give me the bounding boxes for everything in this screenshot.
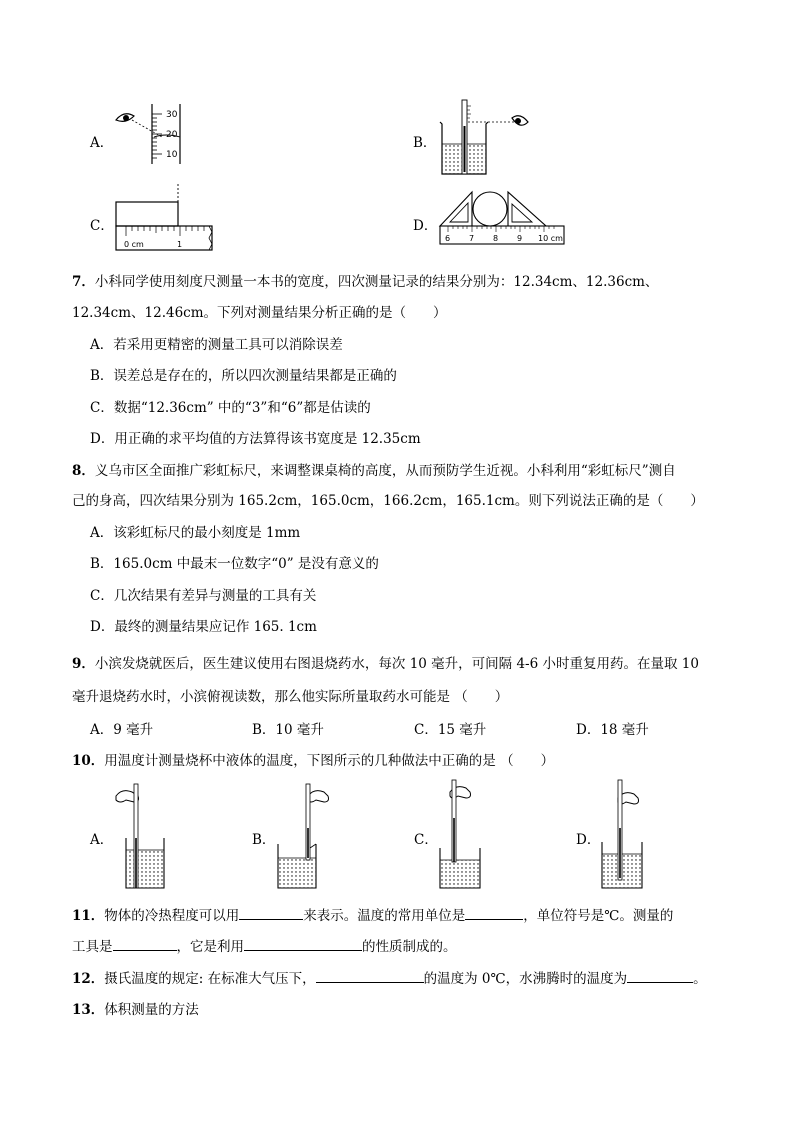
question-9-option-b: B．10 毫升 (252, 722, 324, 738)
question-10-text1: 用温度计测量烧杯中液体的温度，下图所示的几种做法中正确的是 （ ） (104, 753, 555, 769)
eye-icon (512, 116, 528, 125)
question-11-text5: ，它是利用 (176, 939, 244, 955)
question-8-option-a: A．该彩虹标尺的最小刻度是 1mm (90, 525, 301, 541)
question-12-text3: 。 (693, 971, 707, 987)
question-9-line2: 毫升退烧药水时，小滨俯视读数，那么他实际所量取药水可能是 （ ） (72, 689, 509, 705)
figure-a-label: A． (90, 135, 114, 151)
figure-d-label: D． (413, 218, 438, 234)
answer-blank-1[interactable] (239, 905, 303, 920)
answer-blank-6[interactable] (627, 968, 693, 983)
question-8-line2: 己的身高，四次结果分别为 165.2cm，165.0cm，166.2cm，165.1cm。则下列说法正确的是（ ） (72, 493, 704, 509)
question-9-option-c: C．15 毫升 (414, 722, 487, 738)
question-7-option-c: C．数据“12.36cm” 中的“3”和“6”都是估读的 (90, 400, 371, 416)
question-7-option-a: A．若采用更精密的测量工具可以消除误差 (90, 337, 343, 353)
answer-blank-2[interactable] (465, 905, 523, 920)
question-7-option-b: B．误差总是存在的，所以四次测量结果都是正确的 (90, 368, 397, 384)
q10-figure-d-thermometer (598, 778, 658, 892)
question-12-text1: 摄氏温度的规定: 在标准大气压下， (104, 971, 316, 987)
question-11-text6: 的性质制成的。 (362, 939, 457, 955)
question-12-number: 12． (72, 971, 105, 987)
question-11-text3: ，单位符号是℃。测量的 (523, 908, 674, 924)
question-7-text1: 小科同学使用刻度尺测量一本书的宽度，四次测量记录的结果分别为：12.34cm、12.36cm、 (94, 274, 659, 290)
question-12-text2: 的温度为 0℃，水沸腾时的温度为 (423, 971, 628, 987)
ruler-label-6: 6 (445, 234, 451, 243)
q10-figure-b-thermometer (274, 778, 334, 892)
question-7-line1 (72, 270, 658, 290)
tick-label-10: 10 (166, 150, 178, 160)
question-11-text4: 工具是 (72, 939, 113, 955)
eye-icon (116, 114, 134, 122)
question-11-line2 (72, 935, 457, 955)
question-8-option-b: B．165.0cm 中最末一位数字“0” 是没有意义的 (90, 556, 379, 572)
question-10-line1 (72, 749, 554, 769)
question-8-text1: 义乌市区全面推广彩虹标尺，来调整课桌椅的高度，从而预防学生近视。小科利用“彩虹标尺”测自 (94, 463, 676, 479)
figure-b-label: B． (413, 135, 437, 151)
question-9-option-d: D．18 毫升 (576, 722, 649, 738)
question-10-number: 10． (72, 753, 105, 769)
ruler-label-10cm: 10 cm (538, 234, 563, 243)
question-8-option-d: D．最终的测量结果应记作 165. 1cm (90, 619, 317, 635)
figure-b-beaker-thermometer (432, 96, 532, 178)
tick-label-30: 30 (166, 110, 178, 120)
question-9-option-a: A．9 毫升 (90, 722, 154, 738)
question-7-option-d: D．用正确的求平均值的方法算得该书宽度是 12.35cm (90, 431, 421, 447)
tick-label-20: 20 (166, 130, 178, 140)
question-13-line1 (72, 998, 199, 1018)
q10-figure-a-label: A． (90, 832, 114, 848)
question-7-line2: 12.34cm、12.46cm。下列对测量结果分析正确的是（ ） (72, 305, 447, 321)
answer-blank-3[interactable] (113, 936, 177, 951)
question-8-line1 (72, 459, 676, 479)
q10-figure-a-thermometer (112, 778, 172, 892)
question-8-option-c: C．几次结果有差异与测量的工具有关 (90, 588, 317, 604)
question-9-text1: 小滨发烧就医后，医生建议使用右图退烧药水，每次 10 毫升，可间隔 4-6 小时重复用药。在量取 10 (94, 656, 699, 672)
question-13-text: 体积测量的方法 (104, 1002, 199, 1018)
ruler-label-7: 7 (469, 234, 475, 243)
question-11-line1 (72, 904, 673, 924)
q10-figure-d-label: D． (576, 832, 601, 848)
question-11-text2: 来表示。温度的常用单位是 (303, 908, 466, 924)
question-11-number: 11． (72, 908, 105, 924)
question-8-number: 8． (72, 463, 95, 479)
question-12-line1 (72, 967, 707, 987)
q10-figure-c-label: C． (414, 832, 438, 848)
answer-blank-5[interactable] (316, 968, 424, 983)
question-9-number: 9． (72, 656, 95, 672)
figure-c-ruler-block (112, 182, 217, 254)
answer-blank-4[interactable] (244, 936, 362, 951)
ruler-label-1: 1 (177, 240, 183, 249)
figure-d-triangles-ruler (436, 186, 568, 250)
question-11-text1: 物体的冷热程度可以用 (104, 908, 240, 924)
q10-figure-c-thermometer (436, 778, 496, 892)
question-7-number: 7． (72, 274, 95, 290)
hand-icon (308, 791, 329, 802)
question-13-number: 13． (72, 1002, 105, 1018)
figure-c-label: C． (90, 218, 114, 234)
q10-figure-b-label: B． (252, 832, 276, 848)
ruler-label-9: 9 (517, 234, 523, 243)
ruler-label-8: 8 (493, 234, 499, 243)
ruler-label-0cm: 0 cm (124, 240, 144, 249)
figure-a-graduated-cylinder (110, 100, 190, 170)
question-9-line1 (72, 652, 699, 672)
